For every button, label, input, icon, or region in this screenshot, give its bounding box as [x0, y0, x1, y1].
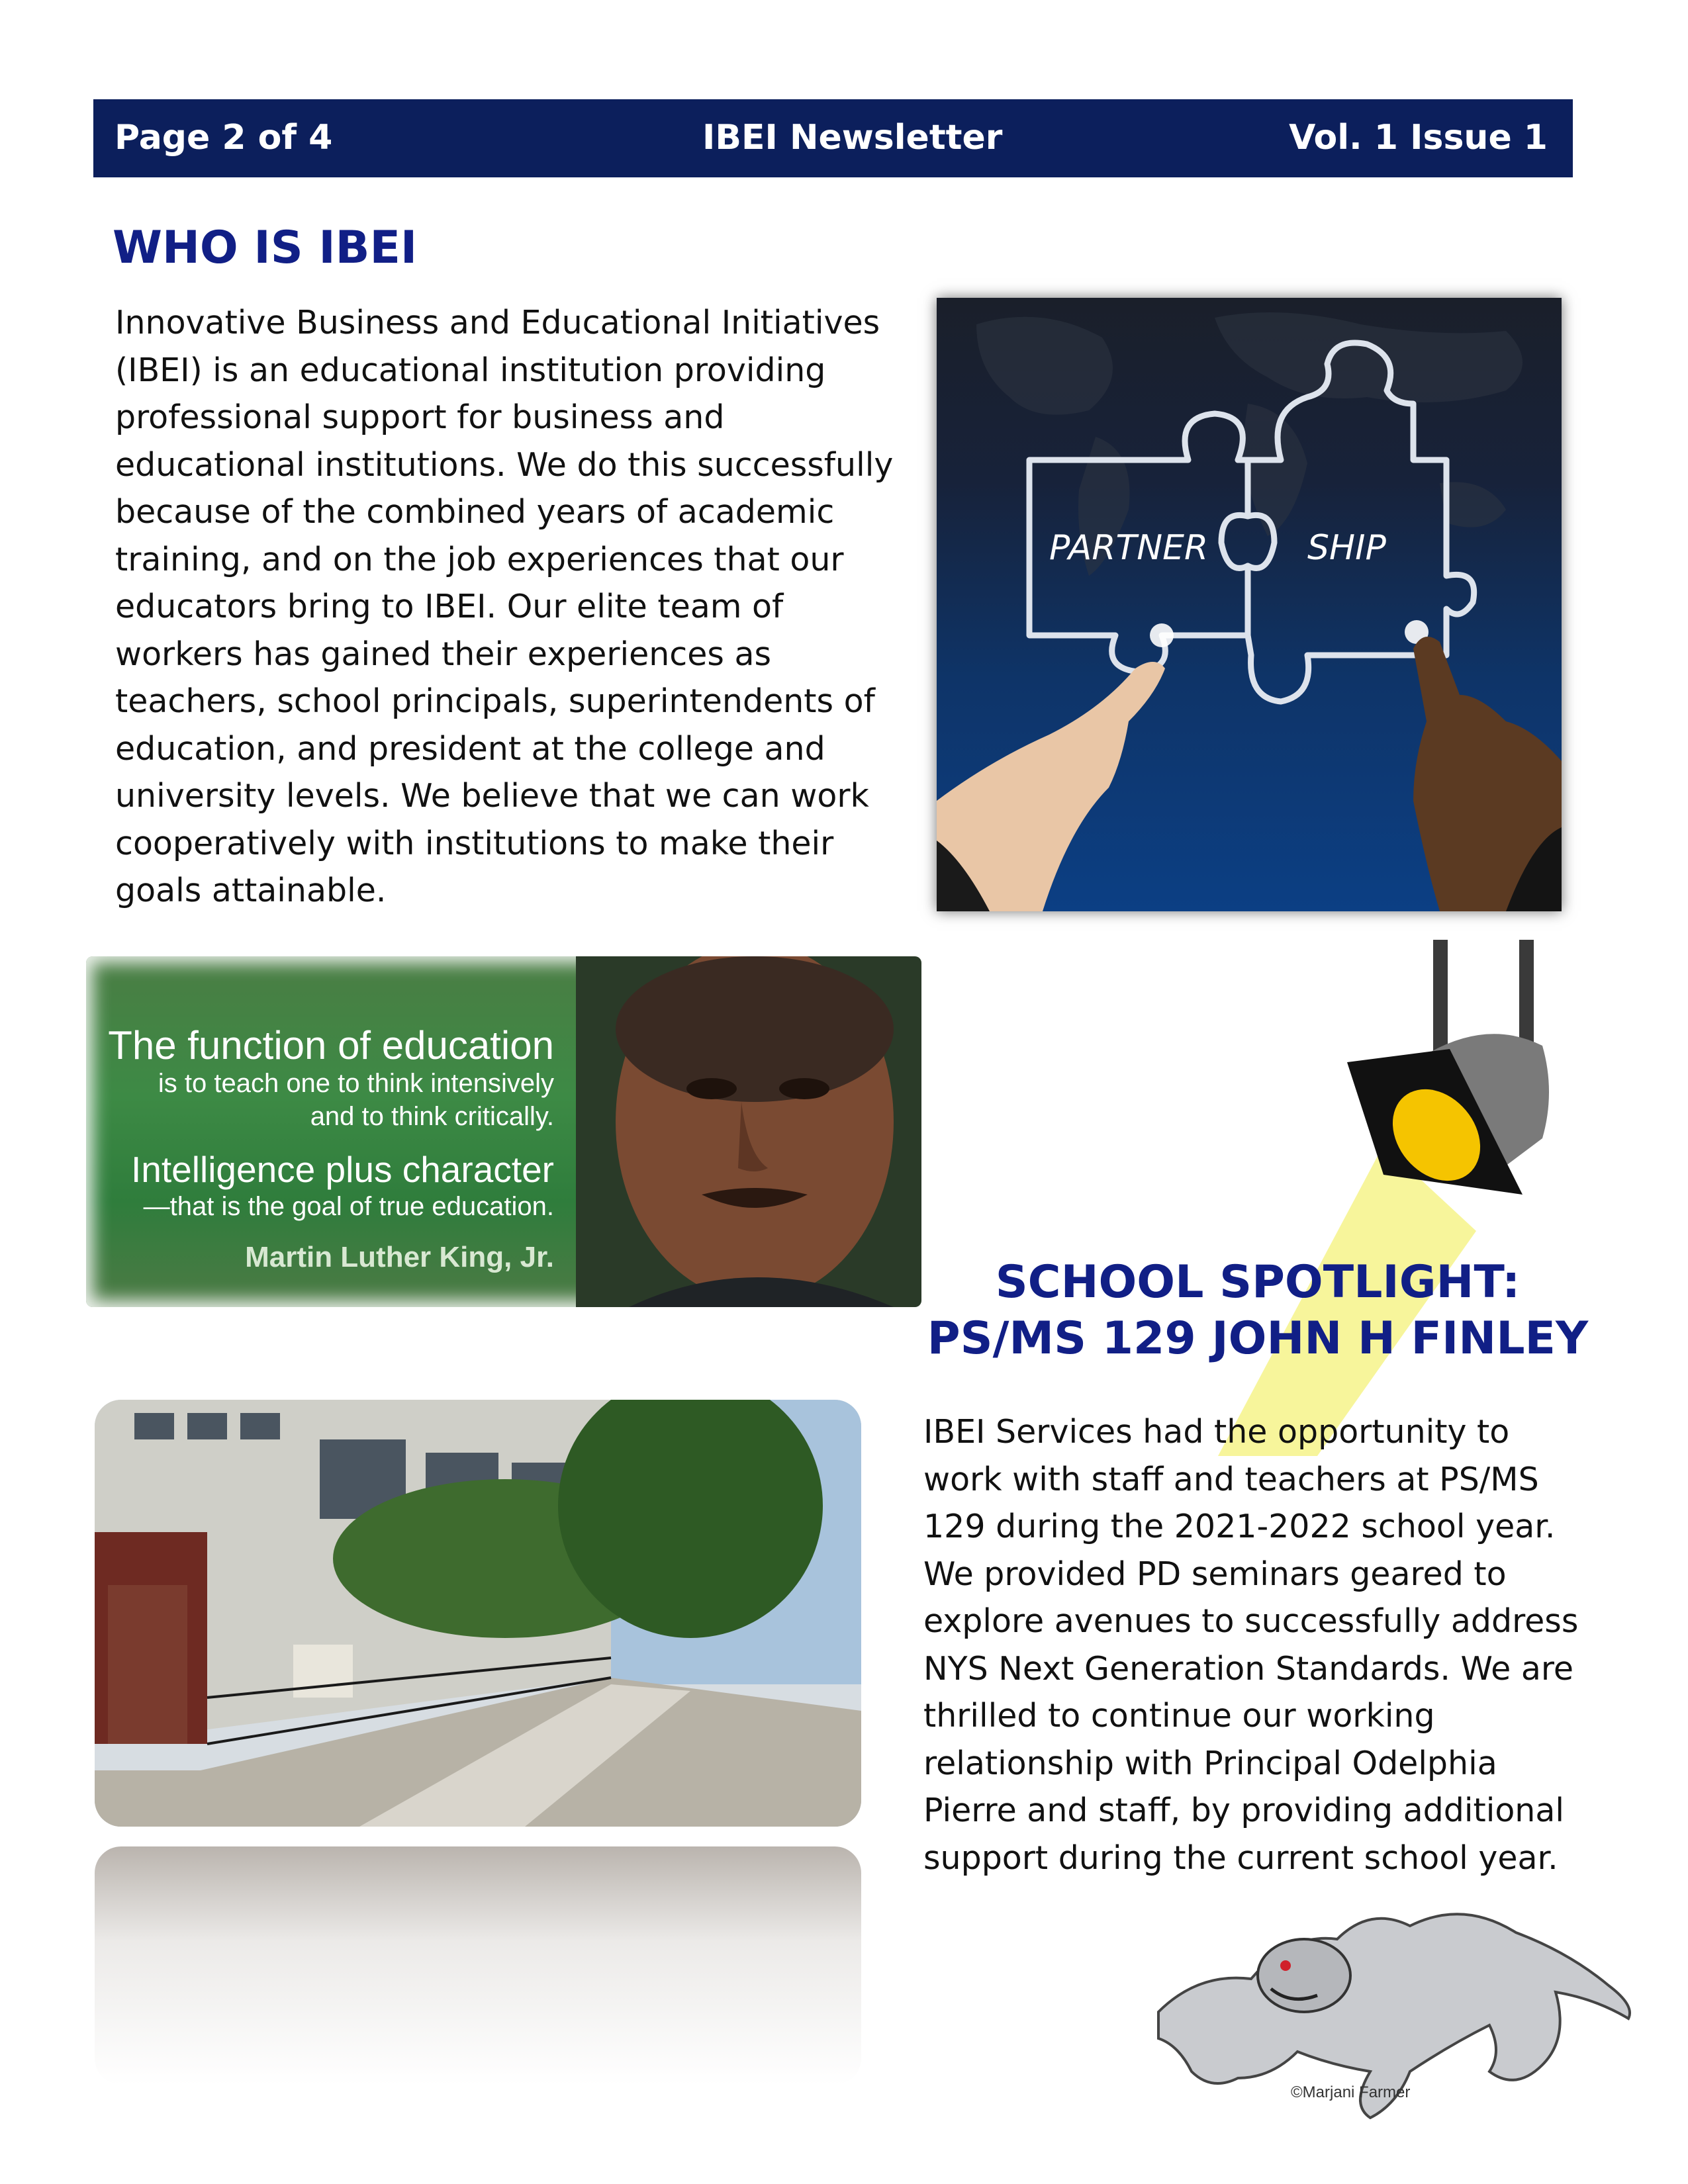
puzzle-word-left: PARTNER — [1049, 528, 1209, 568]
panther-head — [1258, 1939, 1350, 2012]
quote-line-5: —that is the goal of true education. — [143, 1192, 554, 1221]
left-hand-shape — [937, 662, 1165, 911]
partnership-puzzle-image — [937, 298, 1562, 911]
puzzle-illustration — [937, 298, 1562, 911]
issue-label: Vol. 1 Issue 1 — [1289, 118, 1548, 158]
spotlight-illustration — [1119, 940, 1556, 1456]
puzzle-word-right: SHIP — [1307, 528, 1386, 568]
lamp-bracket-right — [1519, 940, 1534, 1052]
glow-left — [1150, 623, 1174, 647]
quote-attribution: Martin Luther King, Jr. — [245, 1241, 554, 1273]
school-spotlight-title-line2: PS/MS 129 JOHN H FINLEY — [927, 1312, 1589, 1365]
school-photo-reflection — [95, 1846, 861, 2085]
quote-line-4: Intelligence plus character — [131, 1149, 554, 1190]
page-indicator: Page 2 of 4 — [115, 118, 333, 158]
lamp-bracket-left — [1433, 940, 1448, 1052]
school-spotlight-heading — [920, 1254, 1595, 1367]
header-bar — [93, 99, 1573, 177]
panther-credit: ©Marjani Farmer — [1291, 2083, 1411, 2101]
school-photo-illustration — [95, 1400, 861, 1827]
school-building-photo — [95, 1400, 861, 1827]
quote-line-2: is to teach one to think intensively — [158, 1069, 554, 1098]
right-hand-shape — [1413, 637, 1562, 911]
who-is-ibei-heading: WHO IS IBEI — [113, 222, 418, 274]
newsletter-title: IBEI Newsletter — [702, 118, 1003, 158]
quote-line-1: The function of education — [108, 1023, 554, 1068]
who-is-ibei-body: Innovative Business and Educational Initiatives (IBEI) is an educational institution providing professional support for business and educational institutions. We do this successfully because of the combined years of academic training, and on the job experiences that our educators bring to IBEI. Our elite team of workers has gained their experiences as teachers, school principals, superintendents of education, and president at the college and university levels. We believe that we can work cooperatively with institutions to make their goals attainable. — [115, 304, 894, 909]
school-spotlight-title-line1: SCHOOL SPOTLIGHT: — [995, 1256, 1521, 1308]
quote-line-3: and to think critically. — [310, 1102, 554, 1131]
school-spotlight-body: IBEI Services had the opportunity to work with staff and teachers at PS/MS 129 during the 2021-2022 school year. We provided PD seminars geared to explore avenues to successfully address NYS Next Generation Standards. We are thrilled to continue our working relationship with Principal Odelphia Pierre and staff, by providing additional support during the current school year. — [923, 1413, 1579, 1877]
panther-eye — [1280, 1960, 1291, 1971]
mlk-quote-image — [86, 956, 921, 1307]
